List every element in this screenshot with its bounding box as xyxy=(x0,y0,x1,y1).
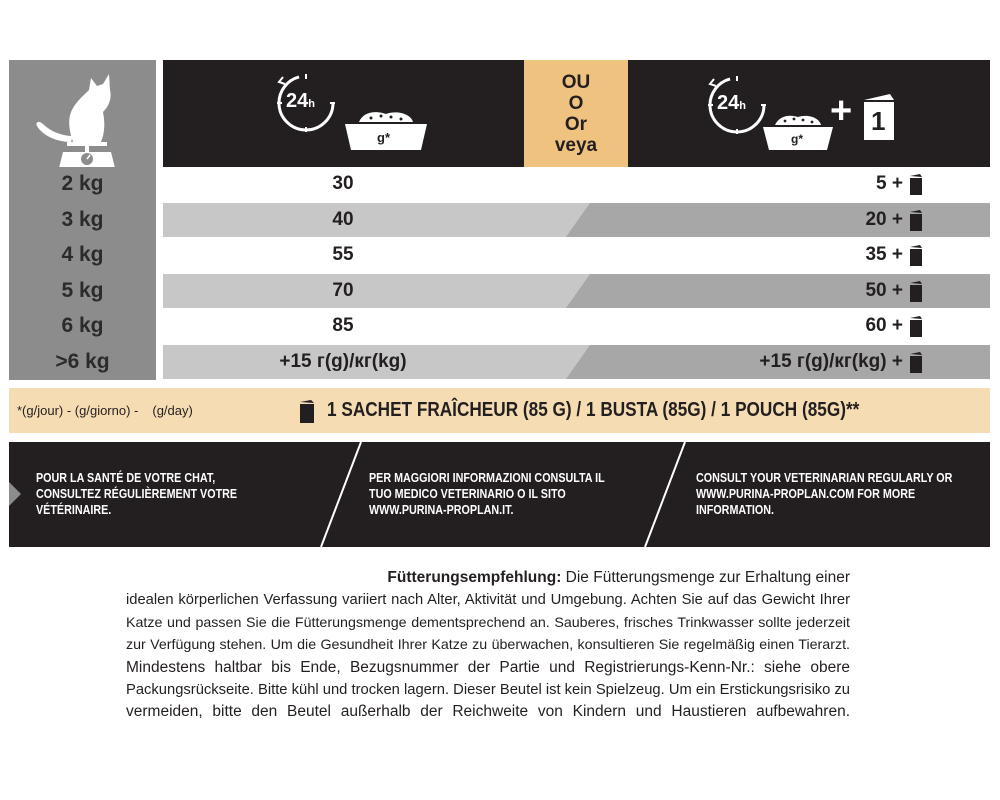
weight-label: 4 kg xyxy=(61,243,104,266)
weight-label: 6 kg xyxy=(61,314,104,337)
dry-amount: 85 xyxy=(332,315,354,336)
pouch-icon: 1 xyxy=(860,90,898,142)
pouch-icon xyxy=(909,209,923,231)
food-bowl-icon: g* xyxy=(759,114,837,156)
feeding-label: Fütterungsempfehlung: xyxy=(387,569,562,586)
dry-amount: 70 xyxy=(332,280,354,301)
pouch-icon xyxy=(909,173,923,195)
table-row xyxy=(163,274,990,308)
table-header xyxy=(163,60,990,167)
plus-sign: + xyxy=(830,90,853,132)
mixed-amount: 35 + xyxy=(633,238,923,272)
food-bowl-icon: g* xyxy=(341,110,431,156)
dry-amount: 30 xyxy=(332,173,354,194)
pouch-icon xyxy=(299,399,315,423)
dry-amount: +15 г(g)/кг(kg) xyxy=(279,351,407,372)
weight-label: 3 kg xyxy=(61,208,104,231)
dry-amount: 55 xyxy=(332,244,354,265)
pouch-icon xyxy=(909,280,923,302)
mixed-amount: +15 г(g)/кг(kg) + xyxy=(633,345,923,379)
table-row xyxy=(163,345,990,379)
info-band xyxy=(9,442,990,547)
table-row xyxy=(163,309,990,343)
pouch-icon xyxy=(909,244,923,266)
legend-bar xyxy=(9,388,990,433)
table-row xyxy=(163,167,990,201)
weight-label: 2 kg xyxy=(61,172,104,195)
clock-24h-icon: 24h xyxy=(275,72,337,134)
table-row xyxy=(163,238,990,272)
table-row xyxy=(163,203,990,237)
info-text-it: PER MAGGIORI INFORMAZIONI CONSULTA IL TUO MEDICO VETERINARIO O IL SITO WWW.PURINA-PROPLAN.IT. xyxy=(369,471,605,517)
weight-label: >6 kg xyxy=(55,350,110,373)
info-text-en: CONSULT YOUR VETERINARIAN REGULARLY OR WWW.PURINA-PROPLAN.COM FOR MORE INFORMATION. xyxy=(696,471,953,517)
mixed-amount: 60 + xyxy=(633,309,923,343)
feeding-recommendation-text: Fütterungsempfehlung: Die Fütterungsmenge zur Erhaltung einer idealen körperlichen Verfassung variiert nach Alter, Aktivität und Umgebung. Achten Sie auf das Gewicht Ihrer Katze und passen Sie die Fütterungsmenge dementsprechend an. Sauberes, frisches Trinkwasser sollte jederzeit zur Verfügung stehen. Um die Gesundheit Ihrer Katze zu überwachen, konsultieren Sie regelmäßig einen Tierarzt. Mindestens haltbar bis Ende, Bezugsnummer der Partie und Registrierungs-Kenn-Nr.: siehe obere Packungsrückseite. Bitte kühl und trocken lagern. Dieser Beutel ist kein Spielzeug. Um ein Erstickungsrisiko zu vermeiden, bitte den Beutel außerhalb der Reichweite von Kindern und Haustieren aufbewahren. xyxy=(126,569,850,721)
or-separator: OU O Or veya xyxy=(524,60,628,167)
info-text-fr: POUR LA SANTÉ DE VOTRE CHAT, CONSULTEZ RÉGULIÈREMENT VOTRE VÉTÉRINAIRE. xyxy=(36,471,238,517)
pouch-legend-text: 1 SACHET FRAÎCHEUR (85 G) / 1 BUSTA (85G) / 1 POUCH (85G)** xyxy=(327,399,860,421)
clock-24h-icon: 24h xyxy=(706,74,768,136)
pouch-legend xyxy=(299,388,946,433)
pouch-icon xyxy=(909,351,923,373)
mixed-amount: 50 + xyxy=(633,274,923,308)
mixed-amount: 20 + xyxy=(633,203,923,237)
unit-legend: *(g/jour) - (g/giorno) - (g/day) xyxy=(17,403,193,418)
dry-amount: 40 xyxy=(332,209,354,230)
cat-on-scale-icon xyxy=(9,60,156,167)
weight-label: 5 kg xyxy=(61,279,104,302)
mixed-amount: 5 + xyxy=(633,167,923,201)
pouch-icon xyxy=(909,315,923,337)
